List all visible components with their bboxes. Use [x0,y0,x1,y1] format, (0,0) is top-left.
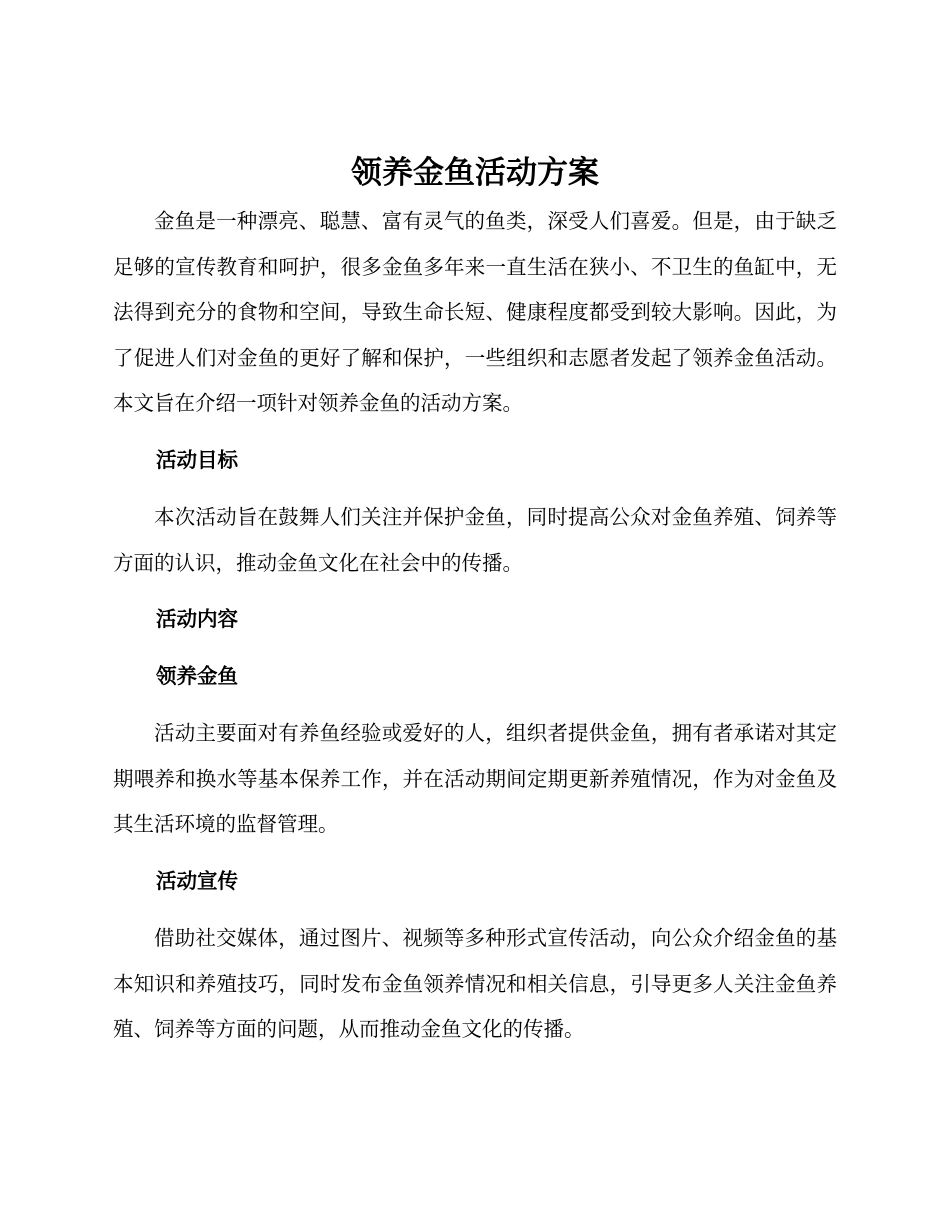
section-heading-promotion: 活动宣传 [156,869,238,893]
intro-paragraph: 金鱼是一种漂亮、聪慧、富有灵气的鱼类，深受人们喜爱。但是，由于缺乏足够的宣传教育和呵护，很多金鱼多年来一直生活在狭小、不卫生的鱼缸中，无法得到充分的食物和空间，导致生命长短、健康程度都受到较大影响。因此，为了促进人们对金鱼的更好了解和保护，一些组织和志愿者发起了领养金鱼活动。本文旨在介绍一项针对领养金鱼的活动方案。 [113,209,837,415]
section-body-goal: 本次活动旨在鼓舞人们关注并保护金鱼，同时提高公众对金鱼养殖、饲养等方面的认识，推动金鱼文化在社会中的传播。 [113,505,837,575]
section-body-adopt: 活动主要面对有养鱼经验或爱好的人，组织者提供金鱼，拥有者承诺对其定期喂养和换水等基本保养工作，并在活动期间定期更新养殖情况，作为对金鱼及其生活环境的监督管理。 [113,721,837,836]
document-title: 领养金鱼活动方案 [351,155,599,191]
section-heading-goal: 活动目标 [156,448,238,472]
section-heading-content: 活动内容 [156,607,238,631]
section-heading-adopt: 领养金鱼 [156,664,238,688]
section-body-promotion: 借助社交媒体，通过图片、视频等多种形式宣传活动，向公众介绍金鱼的基本知识和养殖技巧，同时发布金鱼领养情况和相关信息，引导更多人关注金鱼养殖、饲养等方面的问题，从而推动金鱼文化的传播。 [113,926,837,1041]
